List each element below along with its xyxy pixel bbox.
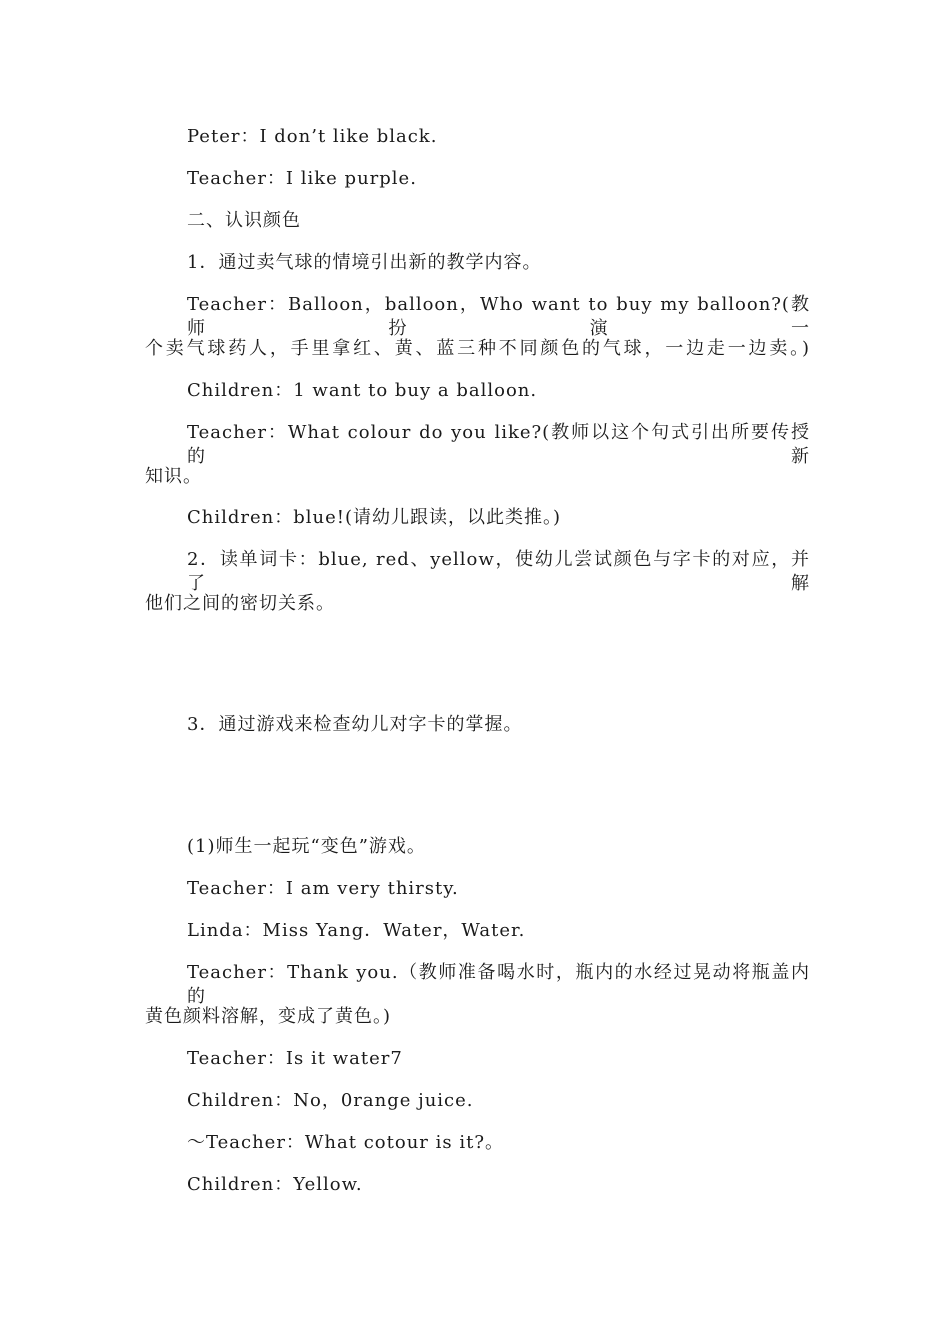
- step-1: 1．通过卖气球的情境引出新的教学内容。: [187, 252, 542, 273]
- step-3: 3．通过游戏来检查幼儿对字卡的掌握。: [187, 714, 523, 735]
- line-teacher-balloon-cont: 个卖气球药人，手里拿红、黄、蓝三种不同颜色的气球，一边走一边卖。): [145, 338, 810, 359]
- line-teacher-purple: Teacher：I like purple.: [187, 168, 417, 189]
- line-teacher-cotour: ～Teacher：What cotour is it?。: [187, 1132, 504, 1153]
- line-linda-water: Linda：Miss Yang．Water，Water.: [187, 920, 526, 941]
- line-peter-black: Peter：I don’t like black.: [187, 126, 438, 147]
- line-children-blue: Children：blue!(请幼儿跟读，以此类推。): [187, 507, 562, 528]
- line-teacher-thank-cont: 黄色颜料溶解，变成了黄色。): [145, 1006, 392, 1027]
- line-teacher-colour: Teacher：What colour do you like?(教师以这个句式引出所要传授的新: [187, 422, 810, 467]
- step-2-cont: 他们之间的密切关系。: [145, 593, 335, 614]
- step-2: 2．读单词卡：blue, red、yellow，使幼儿尝试颜色与字卡的对应，并了解: [187, 549, 810, 594]
- line-children-yellow: Children：Yellow.: [187, 1174, 363, 1195]
- section-heading: 二、认识颜色: [187, 210, 301, 231]
- line-children-juice: Children：No，0range juice.: [187, 1090, 474, 1111]
- line-teacher-colour-cont: 知识。: [145, 466, 202, 487]
- line-teacher-thank: Teacher：Thank you.（教师准备喝水时，瓶内的水经过晃动将瓶盖内的: [187, 962, 810, 1007]
- line-teacher-water: Teacher：Is it water7: [187, 1048, 403, 1069]
- line-teacher-balloon: Teacher：Balloon，balloon，Who want to buy my balloon?(教师扮演一: [187, 294, 810, 339]
- line-children-buy: Children：1 want to buy a balloon.: [187, 380, 538, 401]
- line-teacher-thirsty: Teacher：I am very thirsty.: [187, 878, 459, 899]
- substep-1: (1)师生一起玩“变色”游戏。: [187, 836, 426, 857]
